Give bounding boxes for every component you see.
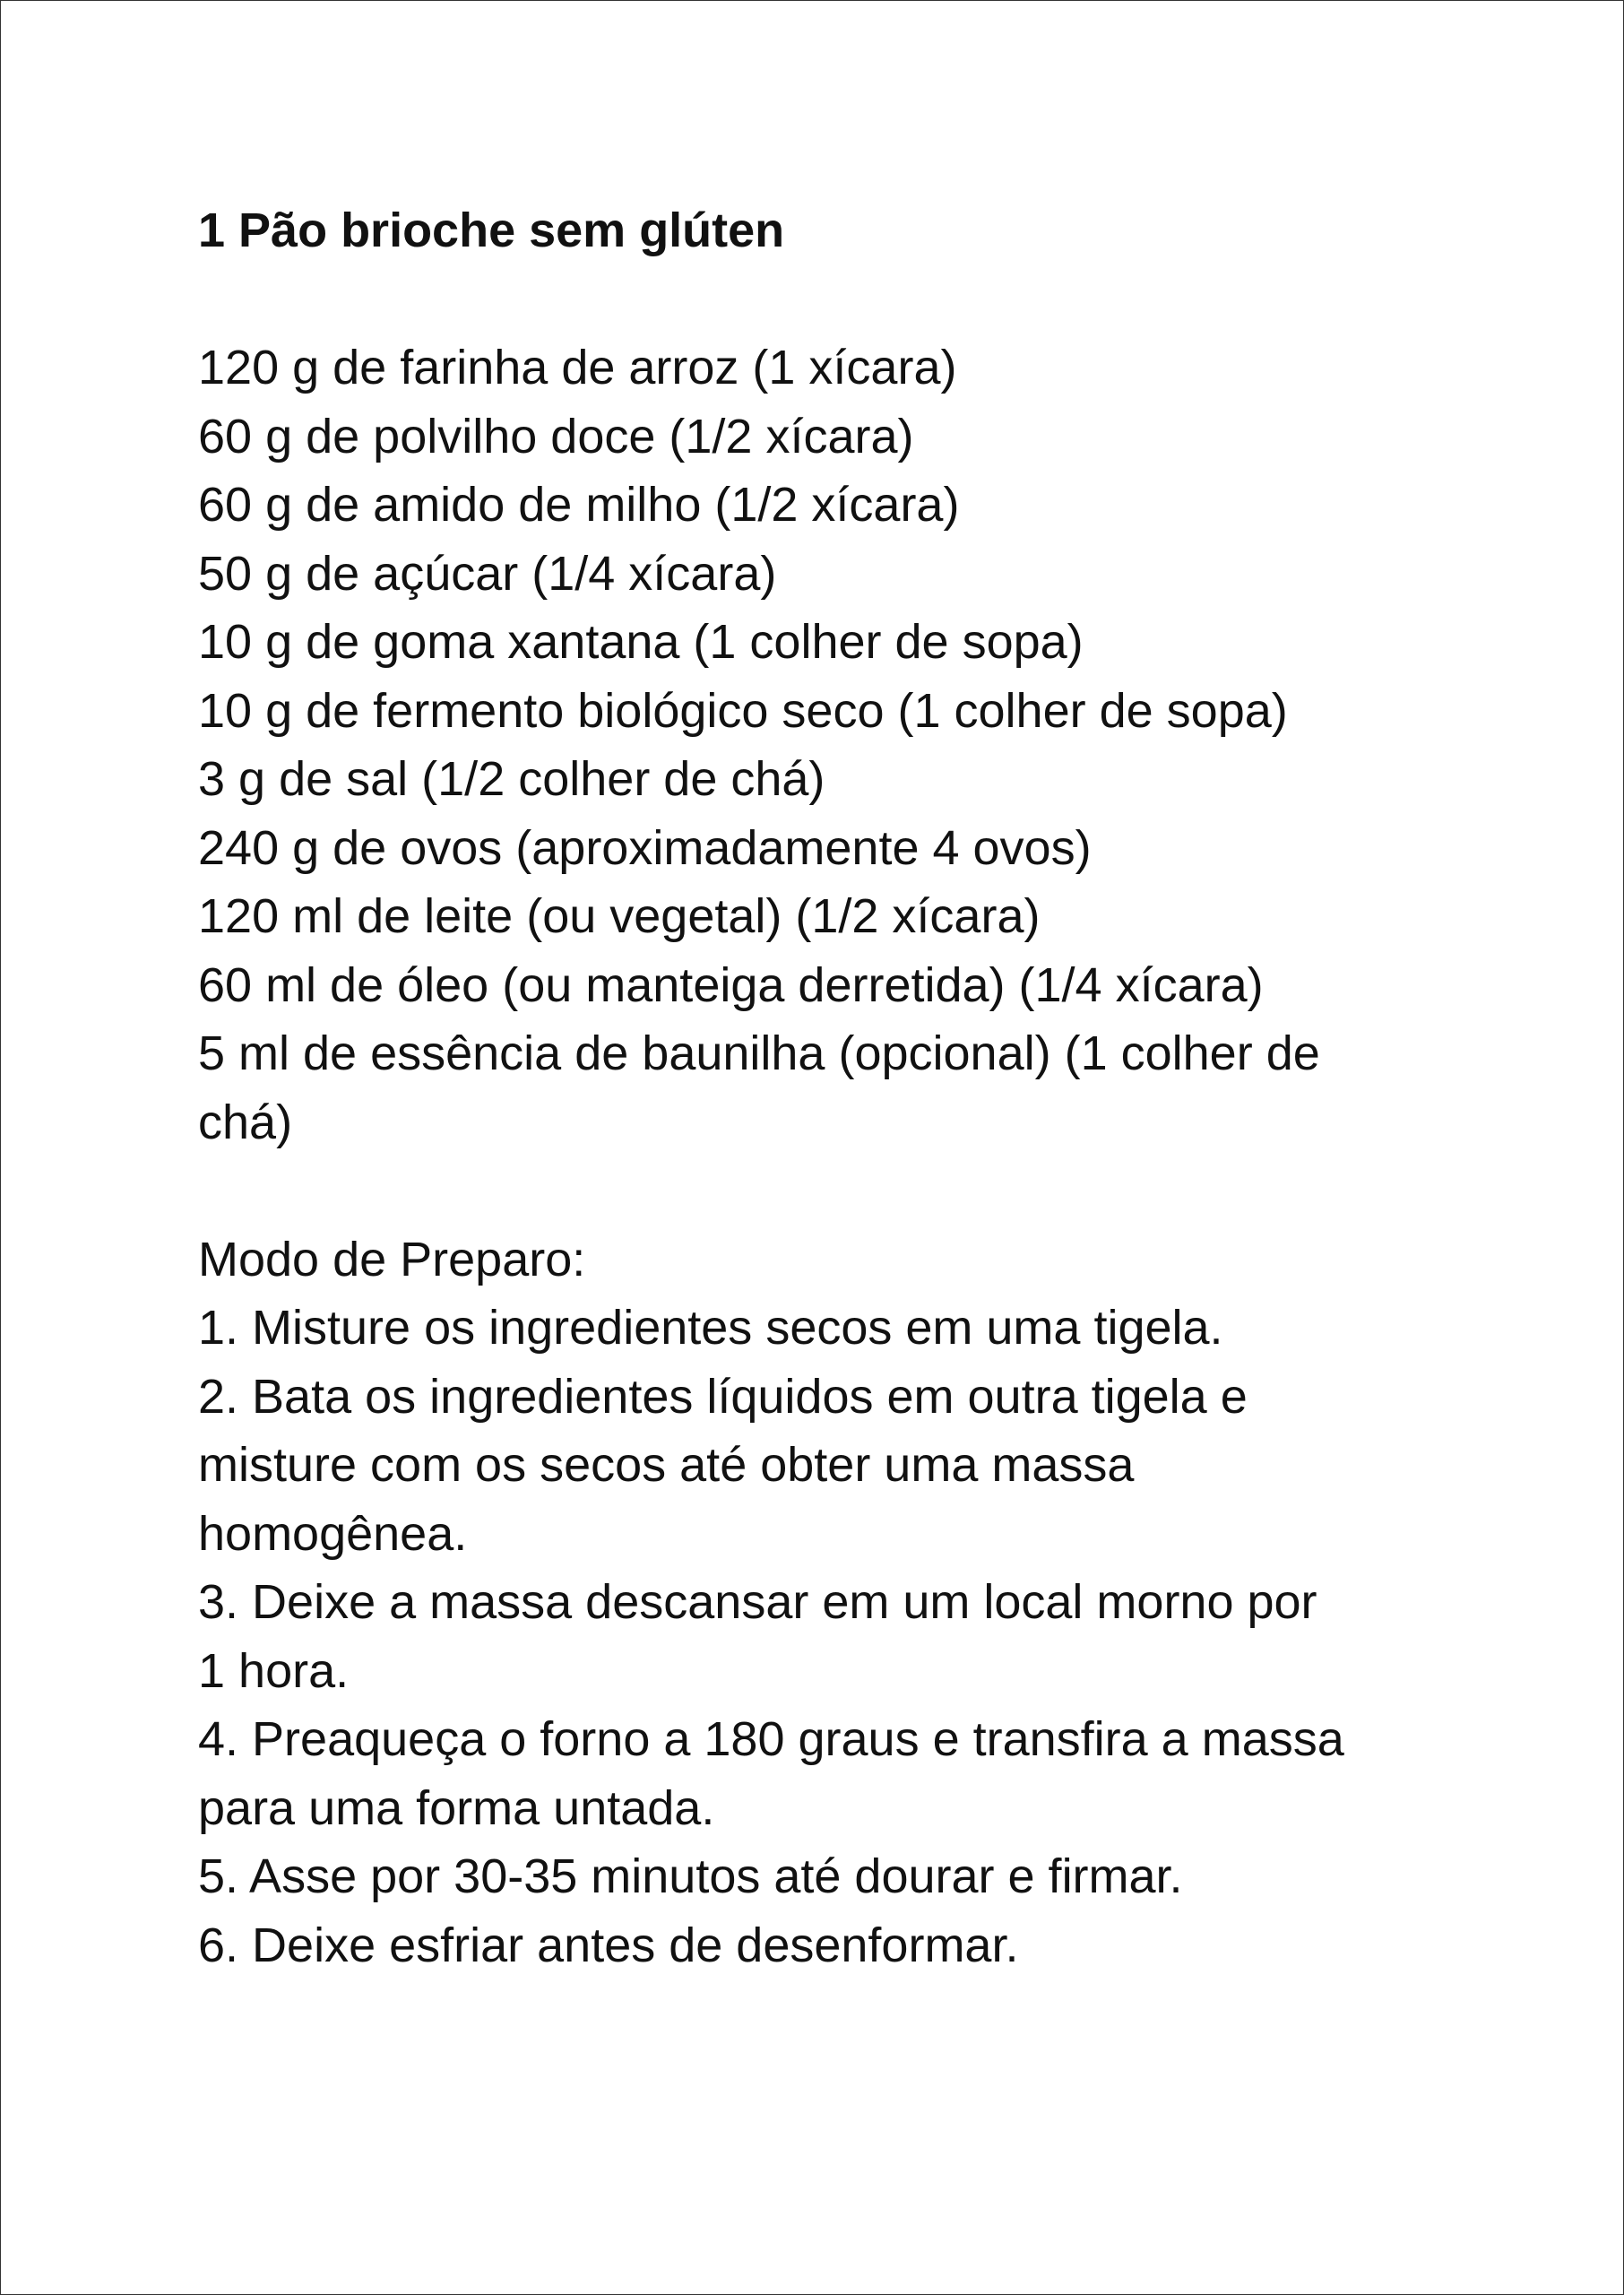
preparation-line: homogênea.: [198, 1506, 468, 1561]
preparation-line: 5. Asse por 30-35 minutos até dourar e firmar.: [198, 1849, 1183, 1903]
ingredient-line: 50 g de açúcar (1/4 xícara): [198, 546, 777, 601]
preparation-line: misture com os secos até obter uma massa: [198, 1438, 1135, 1492]
preparation-section: [198, 1225, 1453, 1980]
recipe-title: 1 Pão brioche sem glúten: [198, 204, 785, 257]
preparation-line: 4. Preaqueça o forno a 180 graus e transfira a massa: [198, 1712, 1344, 1766]
recipe-content: [198, 196, 1453, 1979]
preparation-line: 2. Bata os ingredientes líquidos em outra tigela e: [198, 1369, 1248, 1424]
ingredient-line: 120 g de farinha de arroz (1 xícara): [198, 341, 957, 394]
section-spacer: [198, 1156, 1453, 1225]
ingredient-line: 120 ml de leite (ou vegetal) (1/2 xícara): [198, 889, 1041, 943]
ingredient-line: 240 g de ovos (aproximadamente 4 ovos): [198, 820, 1092, 875]
ingredient-line: chá): [198, 1095, 293, 1149]
ingredient-line: 60 ml de óleo (ou manteiga derretida) (1/4 xícara): [198, 957, 1264, 1012]
preparation-line: para uma forma untada.: [198, 1780, 715, 1835]
preparation-line: 1 hora.: [198, 1643, 350, 1698]
preparation-line: 6. Deixe esfriar antes de desenformar.: [198, 1918, 1019, 1972]
preparation-heading: Modo de Preparo:: [198, 1232, 586, 1286]
ingredient-line: 60 g de amido de milho (1/2 xícara): [198, 478, 960, 532]
ingredient-line: 3 g de sal (1/2 colher de chá): [198, 752, 825, 806]
preparation-line: 1. Misture os ingredientes secos em uma tigela.: [198, 1301, 1223, 1355]
ingredients-list: [198, 333, 1453, 1156]
ingredient-line: 60 g de polvilho doce (1/2 xícara): [198, 409, 914, 463]
ingredient-line: 10 g de fermento biológico seco (1 colher de sopa): [198, 683, 1288, 738]
ingredient-line: 10 g de goma xantana (1 colher de sopa): [198, 615, 1084, 669]
preparation-line: 3. Deixe a massa descansar em um local morno por: [198, 1575, 1317, 1629]
ingredient-line: 5 ml de essência de baunilha (opcional) (1 colher de: [198, 1026, 1320, 1080]
